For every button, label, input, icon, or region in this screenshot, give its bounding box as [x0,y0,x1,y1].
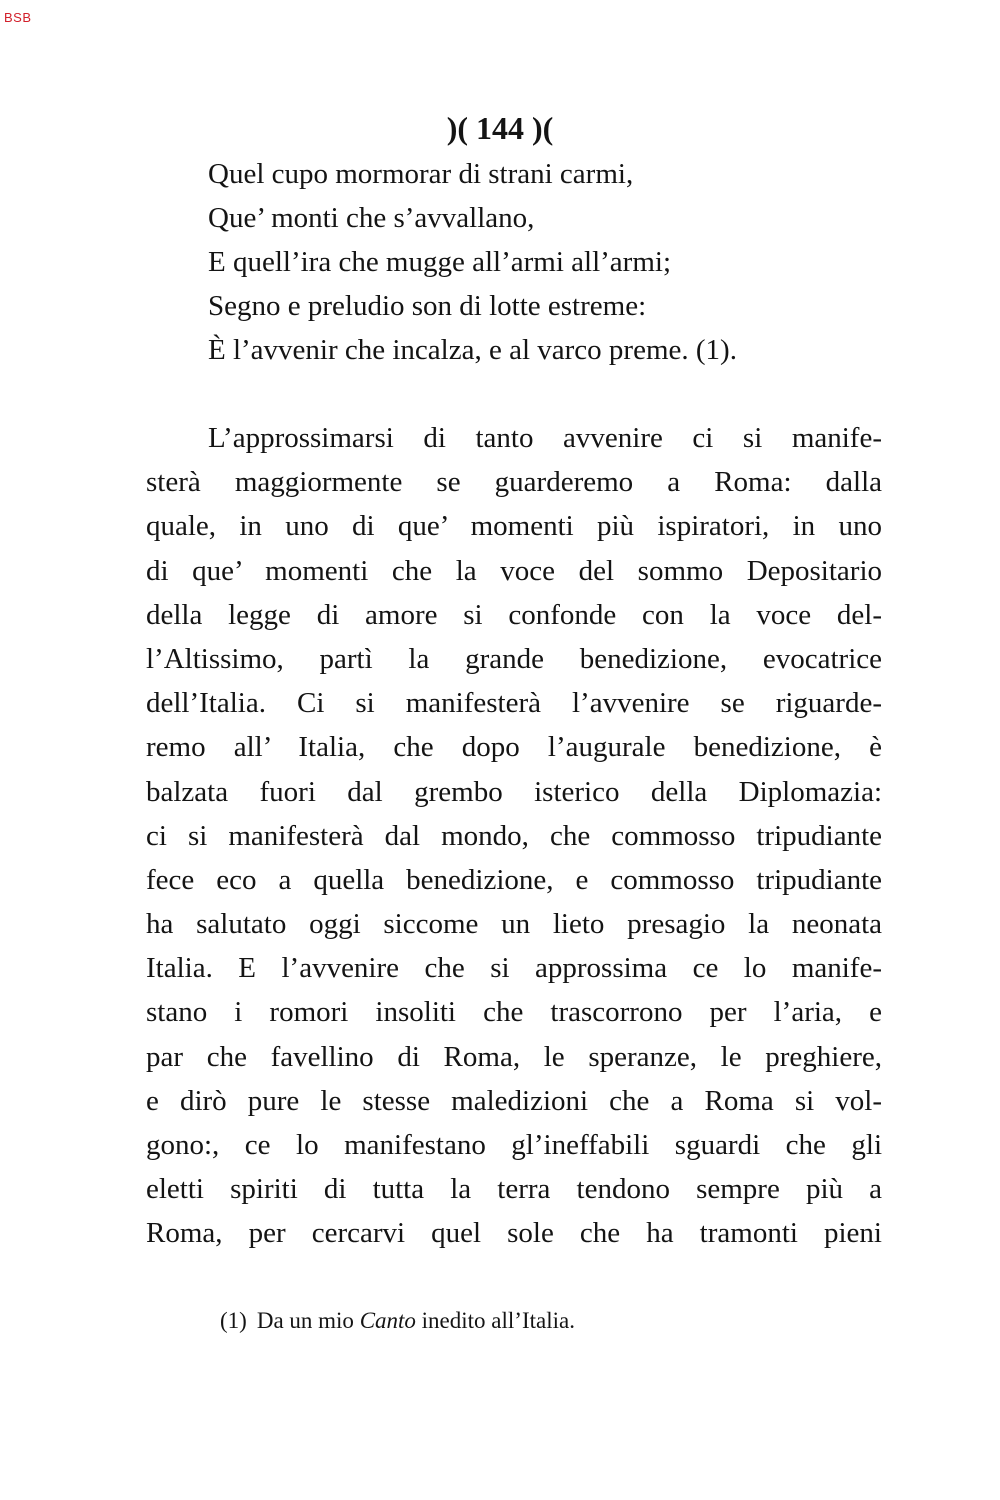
footnote-text-before: Da un mio [256,1308,360,1333]
prose-line: ci si manifesterà dal mondo, che commosso tripudiante [146,819,882,852]
verse-line: E quell’ira che mugge all’armi all’armi; [208,246,671,278]
prose-line: par che favellino di Roma, le speranze, le preghiere, [146,1040,882,1073]
prose-line: remo all’ Italia, che dopo l’augurale benedizione, è [146,731,882,764]
prose-line: stano i romori insoliti che trascorrono per l’aria, e [146,996,882,1029]
prose-paragraph [146,416,882,1256]
prose-line: quale, in uno di que’ momenti più ispiratori, in uno [146,510,882,543]
footnote-mark: (1) [220,1308,247,1333]
verse-line: Segno e preludio son di lotte estreme: [208,290,647,322]
verse-block [208,152,908,372]
verse-line: Quel cupo mormorar di strani carmi, [208,158,634,190]
prose-line: balzata fuori dal grembo isterico della Diplomazia: [146,775,882,808]
prose-line: gono:, ce lo manifestano gl’ineffabili sguardi che gli [146,1129,882,1161]
prose-line: Roma, per cercarvi quel sole che ha tramonti pieni [146,1217,882,1250]
prose-line: e dirò pure le stesse maledizioni che a Roma si vol- [146,1084,882,1117]
verse-line: È l’avvenir che incalza, e al varco preme. (1). [208,334,737,366]
footnote-italic-title: Canto [359,1308,416,1333]
prose-line: sterà maggiormente se guarderemo a Roma: dalla [146,466,882,499]
page-number: )( 144 )( [446,110,554,146]
prose-line: ha salutato oggi siccome un lieto presagio la neonata [146,908,882,941]
prose-line: di que’ momenti che la voce del sommo Depositario [146,554,882,587]
footnote-text-after: inedito all’Italia. [415,1308,575,1333]
library-stamp: BSB [4,10,32,25]
prose-line: Italia. E l’avvenire che si approssima ce lo manife- [146,952,882,985]
prose-line: fece eco a quella benedizione, e commosso tripudiante [146,863,882,896]
prose-line: L’approssimarsi di tanto avvenire ci si manife- [208,422,882,454]
footnote [220,1304,575,1338]
prose-line: della legge di amore si confonde con la voce del- [146,598,882,631]
verse-line: Que’ monti che s’avvallano, [208,202,535,234]
prose-line: l’Altissimo, partì la grande benedizione, evocatrice [146,642,882,675]
prose-line: eletti spiriti di tutta la terra tendono sempre più a [146,1173,882,1206]
prose-line: dell’Italia. Ci si manifesterà l’avvenire se riguarde- [146,687,882,720]
